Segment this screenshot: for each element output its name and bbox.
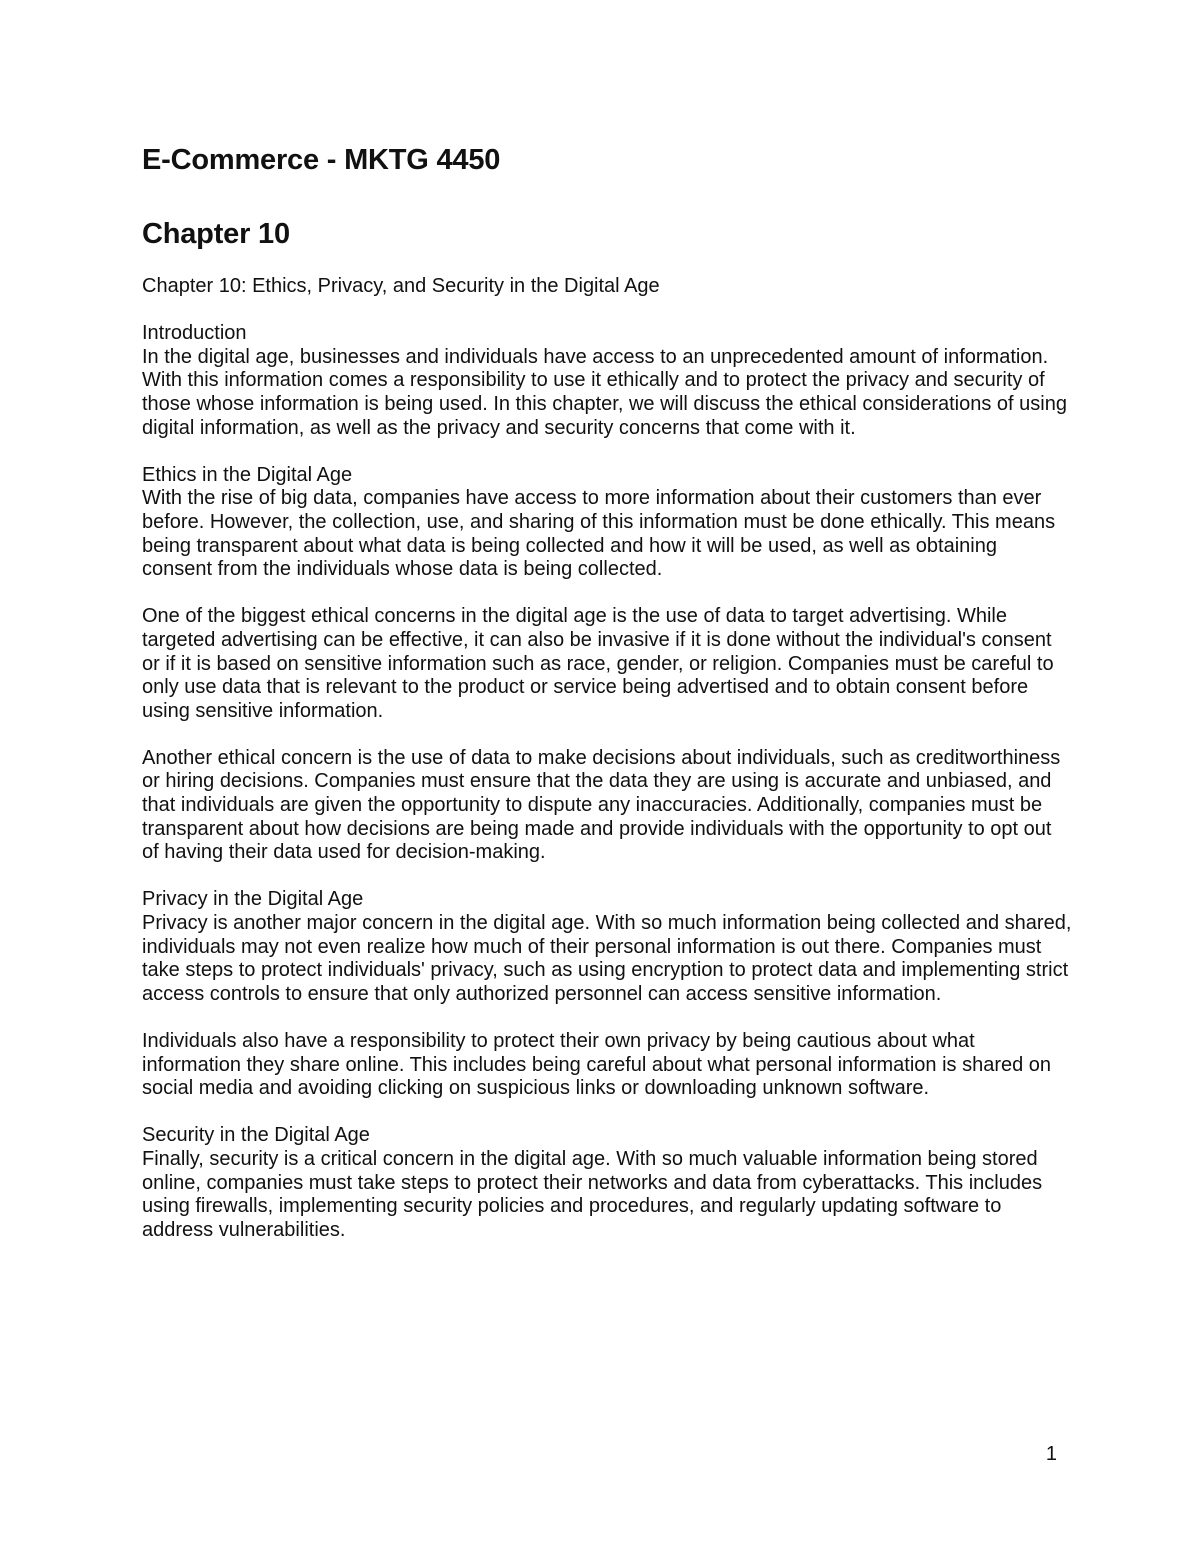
paragraph: Another ethical concern is the use of data to make decisions about individuals, such as creditworthiness or hiring decisions. Companies must ensure that the data they are using is accurate and unbiased, and that individuals are given the opportunity to dispute any inaccuracies. Additionally, companies must be transparent about how decisions are being made and provide individuals with the opportunity to opt out of having their data used for decision-making. bbox=[142, 746, 1061, 864]
page-content bbox=[142, 142, 1072, 1266]
section-label: Introduction bbox=[142, 322, 247, 345]
paragraph: Finally, security is a critical concern in the digital age. With so much valuable information being stored online, companies must take steps to protect their networks and data from cyberattacks. This includes using firewalls, implementing security policies and procedures, and regularly updating software to address vulnerabilities. bbox=[142, 1147, 1043, 1241]
paragraph: One of the biggest ethical concerns in the digital age is the use of data to target advertising. While targeted advertising can be effective, it can also be invasive if it is done without the individual's consent or if it is based on sensitive information such as race, gender, or religion. Companies must be careful to only use data that is relevant to the product or service being advertised and to obtain consent before using sensitive information. bbox=[142, 605, 1054, 722]
paragraph: Individuals also have a responsibility to protect their own privacy by being cautious about what information they share online. This includes being careful about what personal information is shared on social media and avoiding clicking on suspicious links or downloading unknown software. bbox=[142, 1030, 1052, 1100]
page-number: 1 bbox=[1045, 1443, 1057, 1465]
document-title: E-Commerce - MKTG 4450 bbox=[142, 144, 501, 176]
paragraph: Privacy is another major concern in the digital age. With so much information being collected and shared, individuals may not even realize how much of their personal information is out there. Companies must take steps to protect individuals' privacy, such as using encryption to protect data and implementing strict access controls to ensure that only authorized personnel can access sensitive information. bbox=[142, 912, 1072, 1005]
paragraph: With the rise of big data, companies have access to more information about their customers than ever before. However, the collection, use, and sharing of this information must be done ethically. This means being transparent about what data is being collected and how it will be used, as well as obtaining consent from the individuals whose data is being collected. bbox=[142, 487, 1056, 581]
section-label: Ethics in the Digital Age bbox=[142, 463, 353, 486]
section-ethics bbox=[142, 464, 1072, 865]
section-label: Security in the Digital Age bbox=[142, 1124, 370, 1147]
paragraph: In the digital age, businesses and individuals have access to an unprecedented amount of information. With this information comes a responsibility to use it ethically and to protect the privacy and security of those whose information is being used. In this chapter, we will discuss the ethical considerations of using digital information, as well as the privacy and security concerns that come with it. bbox=[142, 345, 1067, 439]
chapter-subtitle: Chapter 10: Ethics, Privacy, and Security in the Digital Age bbox=[142, 275, 660, 297]
section-privacy bbox=[142, 888, 1072, 1100]
section-introduction bbox=[142, 322, 1072, 440]
section-label: Privacy in the Digital Age bbox=[142, 888, 364, 911]
chapter-heading: Chapter 10 bbox=[142, 218, 290, 250]
section-security bbox=[142, 1124, 1072, 1242]
